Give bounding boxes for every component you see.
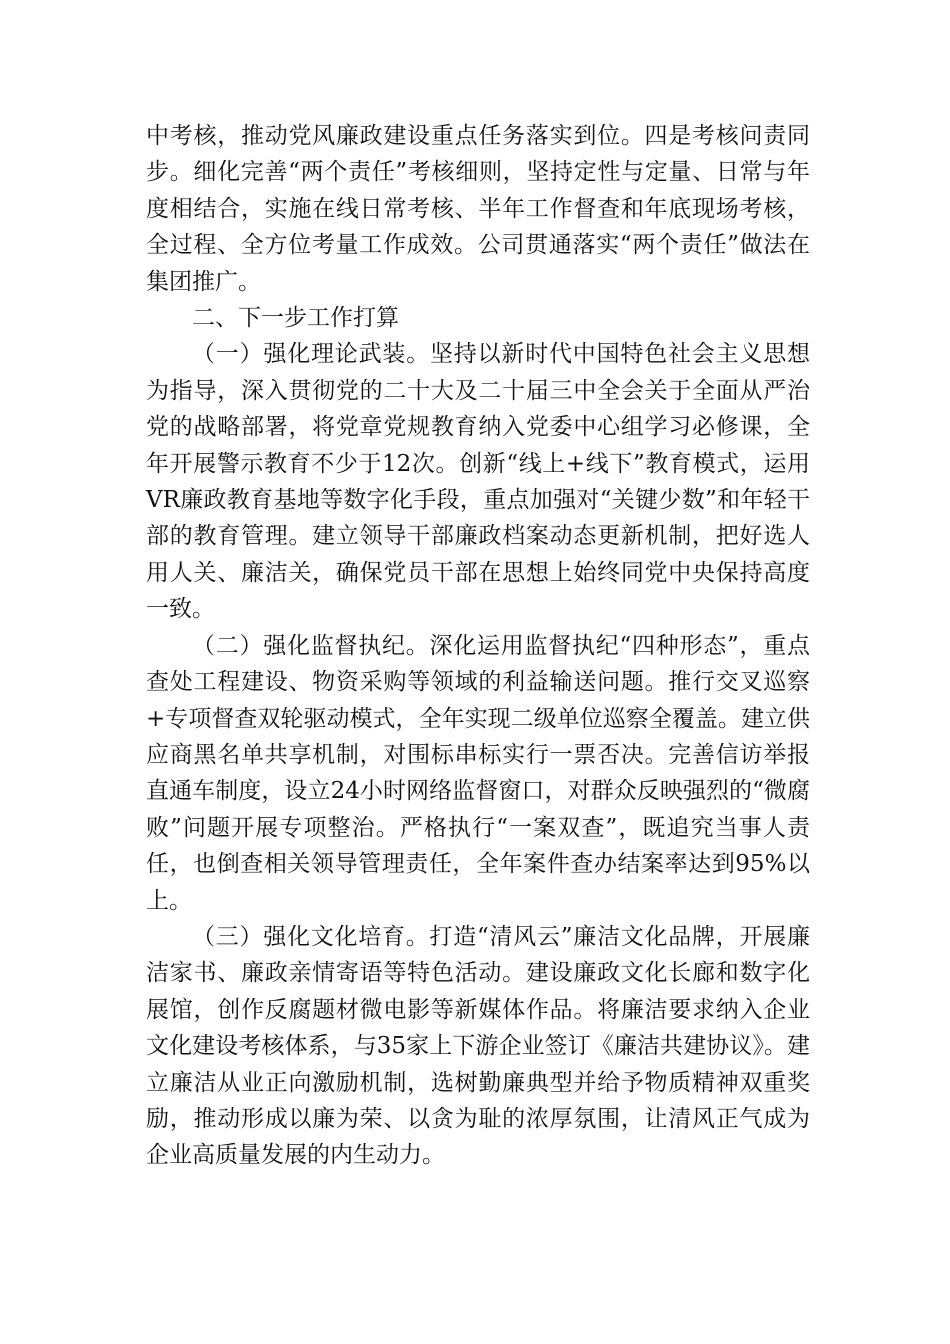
item-paragraph-3 — [146, 919, 810, 1174]
item-paragraph-1 — [146, 336, 810, 627]
section-heading: 二、下一步工作打算 — [192, 305, 399, 332]
item-body-1: 坚持以新时代中国特色社会主义思想为指导，深入贯彻党的二十大及二十届三中全会关于全面从严治党的战略部署，将党章党规教育纳入党委中心组学习必修课，全年开展警示教育不少于12次。创新“线上+线下”教育模式，运用VR廉政教育基地等数字化手段，重点加强对“关键少数”和年轻干部的教育管理。建立领导干部廉政档案动态更新机制，把好选人用人关、廉洁关，确保党员干部在思想上始终同党中央保持高度一致。 — [146, 341, 811, 623]
continued-paragraph: 中考核，推动党风廉政建设重点任务落实到位。四是考核问责同步。细化完善“两个责任”考核细则，坚持定性与定量、日常与年度相结合，实施在线日常考核、半年工作督查和年底现场考核，全过程、全方位考量工作成效。公司贯通落实“两个责任”做法在集团推广。 — [146, 123, 810, 295]
item-paragraph-2 — [146, 628, 810, 919]
item-title-1: （一）强化理论武装。 — [192, 341, 430, 368]
document-page — [146, 118, 810, 1174]
item-body-3: 打造“清风云”廉洁文化品牌，开展廉洁家书、廉政亲情寄语等特色活动。建设廉政文化长廊和数字化展馆，创作反腐题材微电影等新媒体作品。将廉洁要求纳入企业文化建设考核体系，与35家上下游企业签订《廉洁共建协议》。建立廉洁从业正向激励机制，选树勤廉典型并给予物质精神双重奖励，推动形成以廉为荣、以贪为耻的浓厚氛围，让清风正气成为企业高质量发展的内生动力。 — [146, 923, 810, 1169]
item-title-3: （三）强化文化培育。 — [192, 923, 430, 950]
item-title-2: （二）强化监督执纪。 — [192, 632, 430, 659]
item-body-2: 深化运用监督执纪“四种形态”，重点查处工程建设、物资采购等领域的利益输送问题。推行交叉巡察+专项督查双轮驱动模式，全年实现二级单位巡察全覆盖。建立供应商黑名单共享机制，对围标串标实行一票否决。完善信访举报直通车制度，设立24小时网络监督窗口，对群众反映强烈的“微腐败”问题开展专项整治。严格执行“一案双查”，既追究当事人责任，也倒查相关领导管理责任，全年案件查办结案率达到95%以上。 — [146, 632, 810, 914]
